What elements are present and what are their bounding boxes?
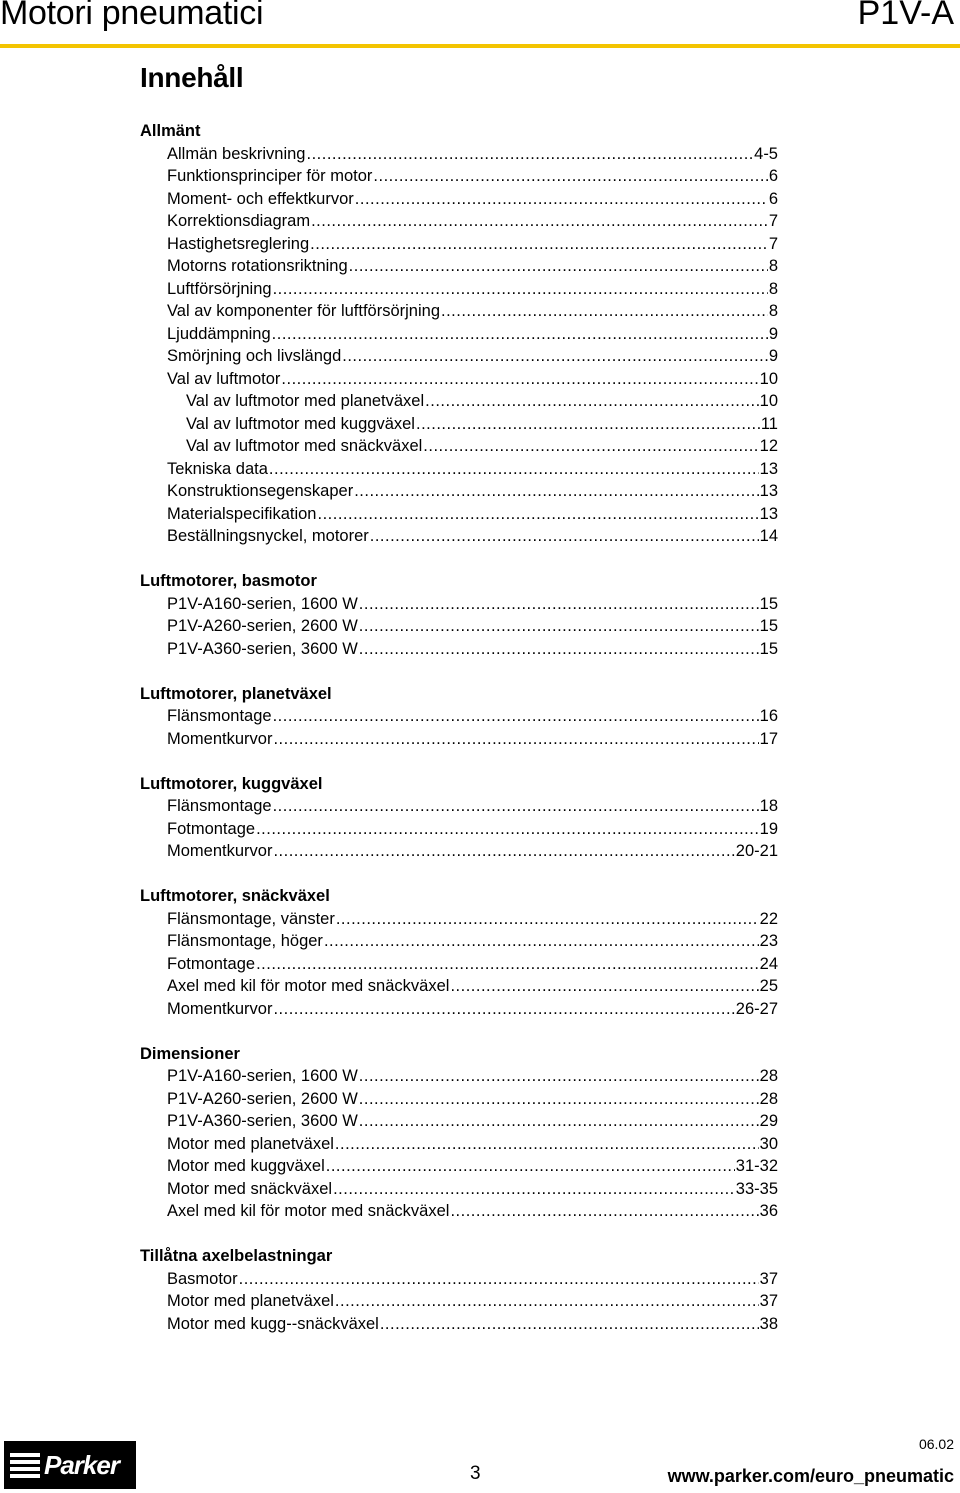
footer-date: 06.02: [918, 1436, 954, 1452]
toc-entry-label: Flänsmontage: [167, 707, 272, 725]
toc-entry-label: Motor med planetväxel: [167, 1292, 334, 1310]
toc-entry[interactable]: [140, 975, 780, 998]
toc-entry-page: 7: [768, 234, 778, 253]
toc-entry[interactable]: [140, 593, 780, 616]
toc-entry-page: 17: [759, 729, 778, 748]
toc-dot-leader: [324, 930, 759, 953]
toc-entry[interactable]: [140, 728, 780, 751]
toc-dot-leader: [273, 278, 768, 301]
toc-entry-label: Motor med planetväxel: [167, 1134, 334, 1153]
toc-entry-label: Motor med kugg--snäckväxel: [167, 1314, 379, 1333]
toc-dot-leader: [239, 1268, 759, 1291]
toc-entry-label: Smörjning och livslängd: [167, 347, 342, 365]
toc-entry-label: Allmän beskrivning: [167, 144, 306, 163]
toc-dot-leader: [317, 503, 758, 526]
toc-entry-label: Flänsmontage: [167, 797, 272, 815]
toc-entry-page: 28: [759, 1067, 778, 1085]
toc-section: [140, 1043, 780, 1223]
logo-stripes-icon: [10, 1453, 40, 1479]
toc-entry-page: 6: [768, 167, 778, 185]
toc-entry-label: Axel med kil för motor med snäckväxel: [167, 1202, 450, 1220]
toc-entry-page: 8: [768, 302, 778, 320]
toc-dot-leader: [416, 413, 760, 436]
toc-entry-page: 15: [759, 617, 778, 635]
toc-entry-label: Momentkurvor: [167, 842, 273, 860]
toc-section: [140, 773, 780, 863]
toc-entry-label: Val av luftmotor med kuggväxel: [186, 414, 415, 433]
toc-entry[interactable]: [140, 165, 780, 188]
toc-entry[interactable]: [140, 233, 780, 256]
toc-entry-label: Val av luftmotor: [167, 369, 281, 388]
toc-dot-leader: [256, 818, 759, 841]
toc-entry-label: P1V-A160-serien, 1600 W: [167, 594, 358, 613]
toc-entry-page: 10: [759, 392, 778, 410]
toc-dot-leader: [272, 323, 768, 346]
footer-url[interactable]: www.parker.com/euro_pneumatic: [667, 1466, 954, 1486]
toc-entry-label: Momentkurvor: [167, 729, 273, 748]
toc-entry[interactable]: [140, 1313, 780, 1336]
toc-entry-page: 29: [759, 1112, 778, 1130]
toc-entry-label: Motor med kuggväxel: [167, 1157, 325, 1175]
toc-entry-label: Konstruktionsegenskaper: [167, 482, 354, 500]
toc-dot-leader: [354, 480, 758, 503]
toc-entry-page: 25: [759, 977, 778, 995]
toc-entry[interactable]: [140, 795, 780, 818]
toc-entry[interactable]: [140, 1178, 780, 1201]
toc-dot-leader: [359, 638, 759, 661]
toc-entry[interactable]: [140, 503, 780, 526]
toc-entry-label: Moment- och effektkurvor: [167, 189, 354, 208]
toc-entry[interactable]: [140, 1155, 780, 1178]
toc-entry[interactable]: [140, 1268, 780, 1291]
toc-dot-leader: [355, 188, 768, 211]
toc-heading: Innehåll: [140, 62, 244, 93]
toc-entry-page: 13: [759, 504, 778, 523]
toc-dot-leader: [306, 143, 753, 166]
toc-dot-leader: [335, 1290, 759, 1313]
toc-section-title: Luftmotorer, kuggväxel: [140, 774, 323, 793]
toc-entry[interactable]: [140, 818, 780, 841]
toc-entry-page: 37: [759, 1292, 778, 1310]
toc-section: [140, 885, 780, 1020]
toc-entry-page: 23: [759, 932, 778, 950]
toc-entry-label: P1V-A360-serien, 3600 W: [167, 1112, 358, 1130]
toc-entry[interactable]: [140, 300, 780, 323]
toc-dot-leader: [450, 1200, 758, 1223]
header-rule: [0, 44, 960, 48]
toc-entry[interactable]: [140, 413, 780, 436]
toc-dot-leader: [450, 975, 758, 998]
toc-entry-label: Val av komponenter för luftförsörjning: [167, 302, 440, 320]
toc-entry-page: 7: [768, 212, 778, 230]
toc-entry-label: Materialspecifikation: [167, 504, 317, 523]
toc-dot-leader: [281, 368, 758, 391]
toc-entry[interactable]: [140, 615, 780, 638]
toc-dot-leader: [373, 165, 767, 188]
toc-entry[interactable]: [140, 278, 780, 301]
toc-dot-leader: [335, 1133, 759, 1156]
toc-entry-page: 36: [759, 1202, 778, 1220]
logo-wordmark: Parker: [44, 1450, 119, 1480]
toc-entry-page: 12: [759, 437, 778, 455]
toc-entry-label: Fotmontage: [167, 954, 256, 973]
toc-section-title: Luftmotorer, basmotor: [140, 572, 317, 590]
toc-dot-leader: [273, 795, 759, 818]
toc-section-title: Luftmotorer, planetväxel: [140, 684, 332, 703]
toc-section: [140, 120, 780, 548]
toc-entry-page: 30: [759, 1134, 778, 1153]
toc-entry-label: Motorns rotationsriktning: [167, 257, 348, 275]
toc-entry-label: Motor med snäckväxel: [167, 1179, 333, 1198]
toc-entry-page: 37: [759, 1269, 778, 1288]
toc-entry-page: 13: [759, 459, 778, 478]
toc-section: [140, 683, 780, 751]
toc-entry-page: 38: [759, 1314, 778, 1333]
toc-entry-label: Momentkurvor: [167, 999, 273, 1018]
toc-entry-label: Tekniska data: [167, 459, 268, 478]
toc-dot-leader: [359, 1065, 759, 1088]
toc-entry[interactable]: [140, 840, 780, 863]
toc-entry[interactable]: [140, 255, 780, 278]
toc-entry-page: 6: [768, 189, 778, 208]
toc-dot-leader: [326, 1155, 735, 1178]
toc-entry-label: Flänsmontage, höger: [167, 932, 323, 950]
toc-entry-page: 19: [759, 819, 778, 838]
toc-entry-page: 24: [759, 954, 778, 973]
toc-dot-leader: [441, 300, 768, 323]
toc-dot-leader: [273, 728, 758, 751]
toc-entry-page: 33-35: [735, 1179, 778, 1198]
toc-entry-label: Axel med kil för motor med snäckväxel: [167, 977, 450, 995]
toc-entry-page: 8: [768, 279, 778, 298]
toc-entry-page: 9: [768, 347, 778, 365]
toc-entry-page: 15: [759, 594, 778, 613]
toc-entry-label: Val av luftmotor med snäckväxel: [186, 437, 423, 455]
toc-entry[interactable]: [140, 1200, 780, 1223]
toc-dot-leader: [359, 593, 759, 616]
toc-entry[interactable]: [140, 705, 780, 728]
toc-entry[interactable]: [140, 435, 780, 458]
toc-section-title: Allmänt: [140, 122, 201, 140]
toc-entry-label: Basmotor: [167, 1269, 238, 1288]
toc-entry-page: 26-27: [735, 999, 778, 1018]
toc-dot-leader: [359, 1110, 759, 1133]
toc-entry-page: 9: [768, 324, 778, 343]
toc-entry[interactable]: [140, 345, 780, 368]
toc-entry[interactable]: [140, 1290, 780, 1313]
toc-entry[interactable]: [140, 188, 780, 211]
toc-entry-page: 10: [759, 369, 778, 388]
toc-dot-leader: [370, 525, 759, 548]
toc-entry[interactable]: [140, 953, 780, 976]
toc-entry[interactable]: [140, 908, 780, 931]
toc-entry-label: P1V-A260-serien, 2600 W: [167, 1089, 358, 1108]
toc-entry-page: 15: [759, 639, 778, 658]
toc-entry[interactable]: [140, 525, 780, 548]
table-of-contents: [140, 120, 780, 1358]
toc-entry[interactable]: [140, 390, 780, 413]
toc-entry-page: 22: [759, 909, 778, 928]
toc-dot-leader: [380, 1313, 759, 1336]
toc-section-title: Dimensioner: [140, 1044, 240, 1063]
toc-entry-label: Flänsmontage, vänster: [167, 909, 335, 928]
toc-dot-leader: [349, 255, 768, 278]
toc-entry-page: 31-32: [735, 1157, 778, 1175]
toc-dot-leader: [269, 458, 759, 481]
header-title: Motori pneumatici: [0, 0, 264, 32]
toc-entry-label: Luftförsörjning: [167, 279, 272, 298]
toc-dot-leader: [311, 210, 768, 233]
toc-dot-leader: [359, 615, 759, 638]
toc-entry[interactable]: [140, 480, 780, 503]
toc-entry-page: 13: [759, 482, 778, 500]
toc-section: [140, 570, 780, 660]
toc-entry[interactable]: [140, 1110, 780, 1133]
toc-entry-label: Funktionsprinciper för motor: [167, 167, 373, 185]
toc-entry[interactable]: [140, 638, 780, 661]
toc-entry[interactable]: [140, 368, 780, 391]
toc-entry[interactable]: [140, 210, 780, 233]
toc-entry-page: 4-5: [754, 144, 778, 163]
header-product-code: P1V-A: [857, 0, 954, 32]
toc-dot-leader: [359, 1088, 759, 1111]
toc-entry-label: Beställningsnyckel, motorer: [167, 527, 369, 545]
parker-logo: [4, 1441, 136, 1489]
toc-entry-page: 28: [759, 1089, 778, 1108]
toc-section: [140, 1245, 780, 1335]
toc-section-title: Luftmotorer, snäckväxel: [140, 887, 330, 905]
toc-entry[interactable]: [140, 323, 780, 346]
page-number: 3: [470, 1463, 481, 1484]
toc-dot-leader: [310, 233, 768, 256]
toc-dot-leader: [256, 953, 759, 976]
toc-section-title: Tillåtna axelbelastningar: [140, 1247, 333, 1265]
toc-entry-page: 16: [759, 707, 778, 725]
toc-dot-leader: [273, 705, 759, 728]
toc-entry-label: Val av luftmotor med planetväxel: [186, 392, 425, 410]
toc-entry[interactable]: [140, 458, 780, 481]
toc-dot-leader: [273, 840, 734, 863]
toc-entry-label: Ljuddämpning: [167, 324, 271, 343]
toc-entry-label: P1V-A160-serien, 1600 W: [167, 1067, 358, 1085]
toc-dot-leader: [336, 908, 759, 931]
toc-entry-page: 8: [768, 257, 778, 275]
toc-entry-page: 11: [760, 414, 778, 433]
toc-entry[interactable]: [140, 1065, 780, 1088]
toc-dot-leader: [333, 1178, 735, 1201]
toc-entry[interactable]: [140, 998, 780, 1021]
toc-entry-label: Korrektionsdiagram: [167, 212, 311, 230]
toc-entry[interactable]: [140, 143, 780, 166]
toc-entry-page: 18: [759, 797, 778, 815]
toc-entry-page: 20-21: [735, 842, 778, 860]
toc-entry[interactable]: [140, 1133, 780, 1156]
toc-entry-label: Hastighetsreglering: [167, 234, 310, 253]
toc-entry-label: P1V-A260-serien, 2600 W: [167, 617, 358, 635]
toc-entry-label: Fotmontage: [167, 819, 256, 838]
toc-entry[interactable]: [140, 930, 780, 953]
toc-dot-leader: [342, 345, 768, 368]
toc-dot-leader: [425, 390, 758, 413]
toc-entry[interactable]: [140, 1088, 780, 1111]
toc-dot-leader: [273, 998, 734, 1021]
toc-entry-label: P1V-A360-serien, 3600 W: [167, 639, 358, 658]
toc-dot-leader: [423, 435, 758, 458]
toc-entry-page: 14: [759, 527, 778, 545]
